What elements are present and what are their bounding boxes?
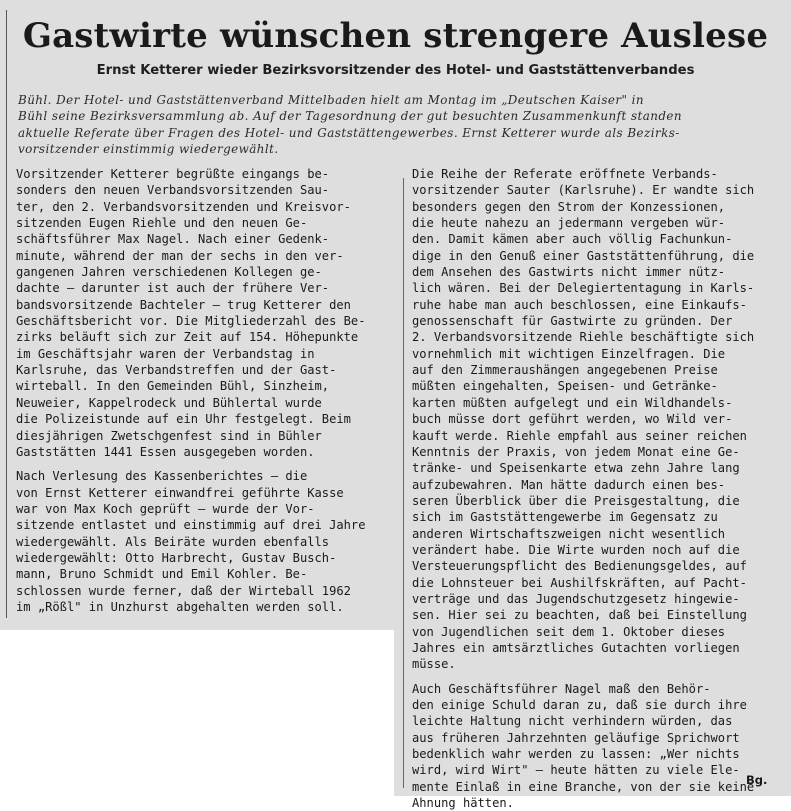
- text-line: den einige Schuld daran zu, daß sie durch ihre: [412, 698, 747, 712]
- text-line: Geschäftsbericht vor. Die Mitgliederzahl des Be-: [16, 314, 366, 329]
- text-line: mente Einlaß in eine Branche, von der sie keine: [412, 779, 755, 794]
- column-divider: [403, 178, 404, 788]
- text-line: schäftsführer Max Nagel. Nach einer Gedenk-: [16, 232, 330, 247]
- text-line: diesjährigen Zwetschgenfest sind in Bühler: [16, 428, 322, 443]
- text-line: Auch Geschäftsführer Nagel maß den Behör-: [412, 681, 711, 696]
- text-line: war von Max Koch geprüft — wurde der Vor-: [16, 501, 315, 516]
- text-line: müßten eingehalten, Speisen- und Getränke-: [412, 379, 718, 394]
- text-line: Jahres ein amtsärztliches Gutachten vorliegen: [412, 640, 740, 655]
- text-line: anderen Wirtschaftszweigen nicht wesentlich: [412, 526, 726, 541]
- text-line: mann, Bruno Schmidt und Emil Kohler. Be-: [16, 567, 308, 582]
- text-line: buch müsse dort geführt werden, wo Wild ver-: [412, 412, 733, 427]
- text-line: die Polizeistunde auf ein Uhr festgelegt. Beim: [16, 412, 351, 427]
- text-line: dige in den Genuß einer Gaststättenführung, die: [412, 248, 755, 263]
- text-line: sich im Gaststättengewerbe im Gegensatz zu: [412, 510, 718, 525]
- text-line: aufzubewahren. Man hätte dadurch einen bes-: [412, 477, 726, 492]
- text-line: schlossen wurde ferner, daß der Wirteball 1962: [16, 583, 351, 598]
- paragraph-gap: [16, 460, 394, 468]
- right-paragraph-1: [412, 166, 784, 673]
- left-border-rule: [6, 10, 7, 618]
- text-line: dachte — darunter ist auch der frühere Ver-: [16, 281, 330, 296]
- text-line: kauft werde. Riehle empfahl aus seiner reichen: [412, 428, 747, 443]
- text-line: verändert habe. Die Wirte wurden noch auf die: [412, 542, 740, 557]
- article-subheadline: Ernst Ketterer wieder Bezirksvorsitzender des Hotel- und Gaststättenverbandes: [96, 63, 695, 78]
- left-paragraph-2: [16, 468, 394, 615]
- text-line: besonders gegen den Strom der Konzessionen,: [412, 199, 726, 214]
- text-line: Ahnung hätten.: [412, 796, 514, 811]
- text-line: verträge und das Jugendschutzgesetz hingewie-: [412, 591, 740, 606]
- lead-line: Bühl. Der Hotel- und Gaststättenverband Mittelbaden hielt am Montag im „Deutschen Kaiser" in: [18, 93, 645, 107]
- text-line: sen. Hier sei zu beachten, daß bei Einstellung: [412, 608, 747, 623]
- text-line: auf den Zimmeraushängen angegebenen Preise: [412, 363, 718, 378]
- lead-line: aktuelle Referate über Fragen des Hotel- und Gaststättengewerbes. Ernst Ketterer wurde als Bezirks-: [18, 125, 680, 140]
- text-line: vornehmlich mit wichtigen Einzelfragen. Die: [412, 346, 726, 361]
- text-line: die Lohnsteuer bei Aushilfskräften, auf Pacht-: [412, 575, 747, 590]
- lead-line: Bühl seine Bezirksversammlung ab. Auf der Tagesordnung der gut besuchten Zusammenkunft standen: [18, 109, 683, 124]
- text-line: karten müßten aufgelegt und ein Wildhandels-: [412, 395, 733, 410]
- left-column: [16, 166, 394, 615]
- text-line: bedenklich wahr werden zu lassen: „Wer nichts: [412, 747, 740, 762]
- text-line: wiedergewählt. Als Beiräte wurden ebenfalls: [16, 534, 330, 549]
- paragraph-gap: [412, 673, 784, 681]
- right-paragraph-2: [412, 681, 784, 811]
- text-line: Nach Verlesung des Kassenberichtes — die: [16, 469, 308, 484]
- text-line: minute, während der man der sechs in den ver-: [16, 248, 344, 263]
- text-line: wird, wird Wirt" — heute hätten zu viele Ele-: [412, 763, 740, 778]
- text-line: von Ernst Ketterer einwandfrei geführte Kasse: [16, 485, 344, 500]
- text-line: bandsvorsitzende Bachteler — trug Ketterer den: [16, 297, 351, 312]
- text-line: sitzenden Eugen Riehle und den neuen Ge-: [16, 216, 308, 231]
- article-lead: [18, 92, 770, 157]
- text-line: wiedergewählt: Otto Harbrecht, Gustav Busch-: [16, 550, 337, 565]
- text-line: genossenschaft für Gastwirte zu gründen. Der: [412, 314, 733, 329]
- text-line: Gaststätten 1441 Essen ausgegeben worden.: [16, 444, 315, 459]
- text-line: im Geschäftsjahr waren der Verbandstag in: [16, 346, 315, 361]
- lead-line: vorsitzender einstimmig wiedergewählt.: [18, 141, 279, 156]
- text-line: 2. Verbandsvorsitzende Riehle beschäftigte sich: [412, 330, 755, 345]
- text-line: den. Damit kämen aber auch völlig Fachunkun-: [412, 232, 733, 247]
- text-line: seren Überblick über die Preisgestaltung, die: [412, 493, 740, 508]
- text-line: gangenen Jahren verschiedenen Kollegen ge-: [16, 265, 322, 280]
- text-line: Neuweier, Kappelrodeck und Bühlertal wurde: [16, 395, 322, 410]
- text-line: im „Rößl" in Unzhurst abgehalten werden soll.: [16, 599, 344, 614]
- author-signature: Bg.: [746, 773, 768, 787]
- text-line: ter, den 2. Verbandsvorsitzenden und Kreisvor-: [16, 199, 351, 214]
- text-line: Versteuerungspflicht des Bedienungsgeldes, auf: [412, 559, 747, 574]
- text-line: leichte Haltung nicht verhindern würden, das: [412, 714, 733, 729]
- text-line: von Jugendlichen seit dem 1. Oktober dieses: [412, 624, 726, 639]
- text-line: wirteball. In den Gemeinden Bühl, Sinzheim,: [16, 379, 330, 394]
- article-headline: Gastwirte wünschen strengere Auslese: [22, 16, 769, 56]
- text-line: vorsitzender Sauter (Karlsruhe). Er wandte sich: [412, 183, 755, 198]
- text-line: sonders den neuen Verbandsvorsitzenden Sau-: [16, 183, 330, 198]
- text-line: ruhe habe man auch beschlossen, eine Einkaufs-: [412, 297, 747, 312]
- right-column: [412, 166, 784, 811]
- text-line: zirks beläuft sich zur Zeit auf 154. Höhepunkte: [16, 330, 359, 345]
- text-line: tränke- und Speisenkarte etwa zehn Jahre lang: [412, 461, 740, 476]
- text-line: Vorsitzender Ketterer begrüßte eingangs be-: [16, 167, 330, 181]
- text-line: Kenntnis der Praxis, von jedem Monat eine Ge-: [412, 444, 740, 459]
- text-line: Die Reihe der Referate eröffnete Verbands-: [412, 167, 718, 181]
- text-line: müsse.: [412, 657, 456, 672]
- text-line: sitzende entlastet und einstimmig auf drei Jahre: [16, 518, 366, 533]
- text-line: die heute nahezu an jedermann vergeben wür-: [412, 216, 726, 231]
- text-line: Karlsruhe, das Verbandstreffen und der Gast-: [16, 363, 337, 378]
- text-line: dem Ansehen des Gastwirts nicht immer nütz-: [412, 265, 726, 280]
- left-paragraph-1: [16, 166, 394, 460]
- text-line: lich wären. Bei der Delegiertentagung in Karls-: [412, 281, 755, 296]
- text-line: aus früheren Jahrzehnten geläufige Sprichwort: [412, 730, 740, 745]
